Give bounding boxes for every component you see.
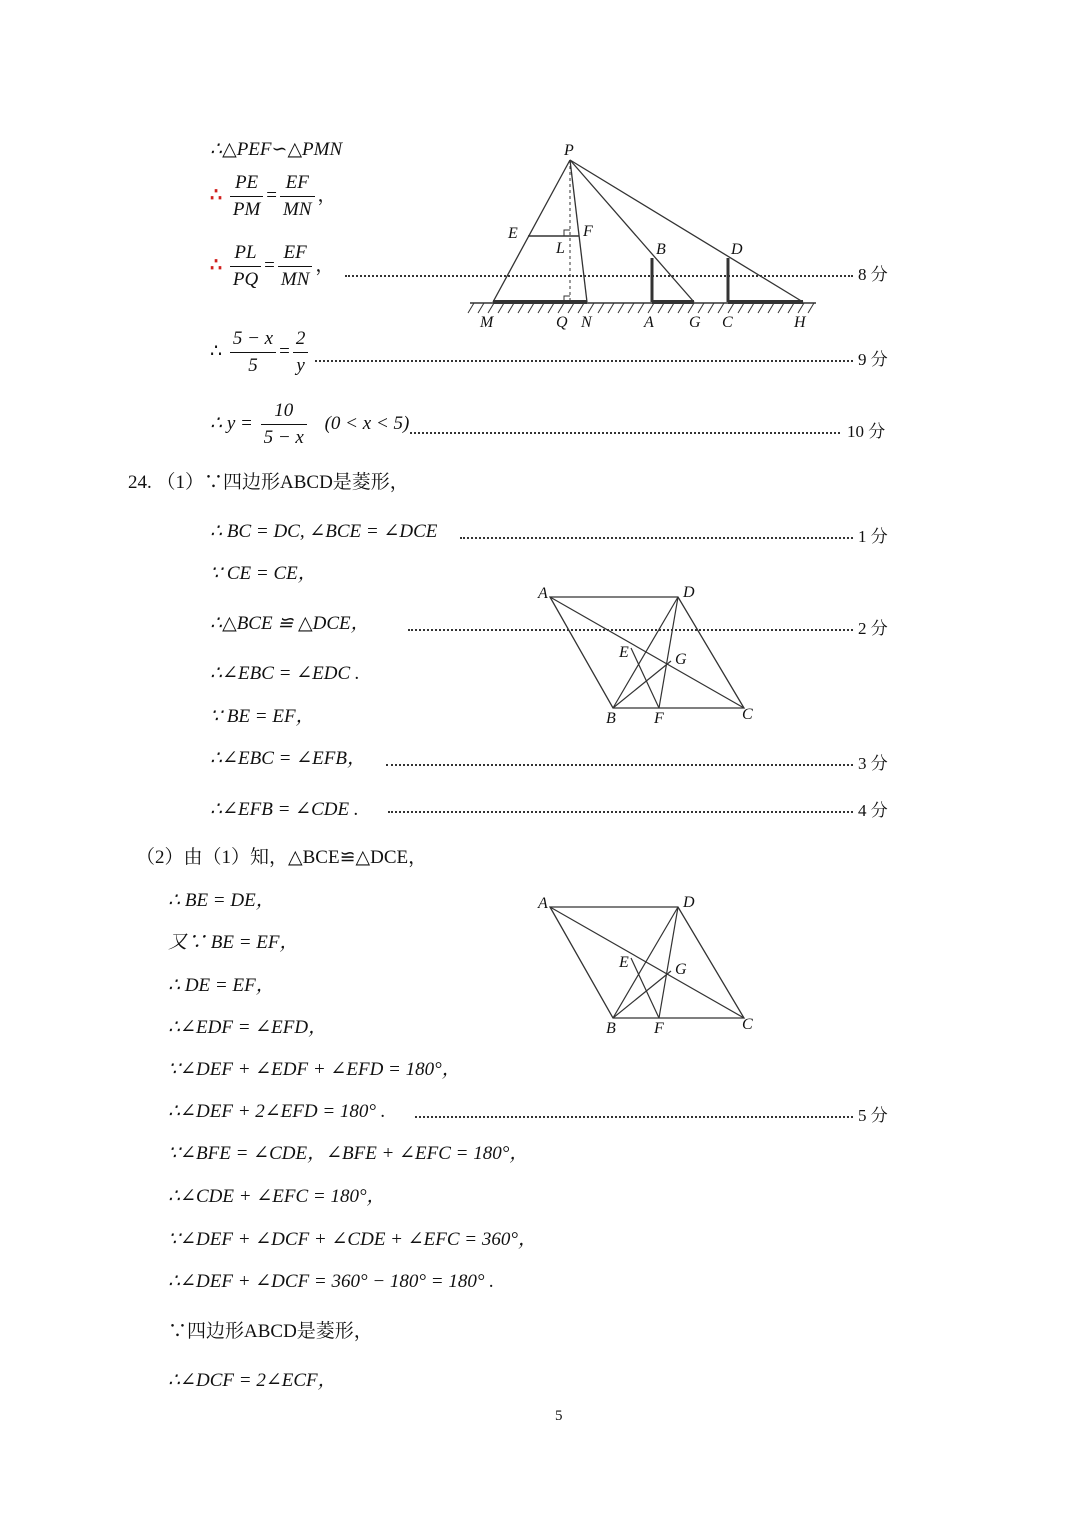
- score-1: 1 分: [858, 527, 888, 546]
- label-q: Q: [556, 314, 568, 331]
- fraction-2-over-y: $\frac{2}{y}$: [293, 328, 309, 377]
- label-d: D: [683, 584, 695, 601]
- score-leader-dots: [410, 432, 840, 434]
- label-b: B: [606, 1020, 616, 1037]
- ground-hatching: [468, 303, 814, 313]
- p2-line-5: ∵∠DEF + ∠EDF + ∠EFD = 180°，: [168, 1059, 461, 1080]
- proof-line-similar-triangles: ∴△PEF∽△PMN: [210, 139, 343, 160]
- p2-line-7: ∵∠BFE = ∠CDE，∠BFE + ∠EFC = 180°，: [168, 1143, 529, 1164]
- score-leader-dots: [315, 360, 853, 362]
- score-leader-dots: [460, 537, 853, 539]
- p2-line-2: 又∵ BE = EF，: [168, 932, 299, 953]
- fraction-5-minus-x-over-5: $\frac{5 - x}{5}$: [230, 328, 276, 377]
- label-f: F: [654, 710, 664, 727]
- label-c: C: [722, 314, 733, 331]
- label-p: P: [564, 142, 574, 159]
- score-leader-dots: [415, 1116, 853, 1118]
- score-5: 5 分: [858, 1106, 888, 1125]
- score-9: 9 分: [858, 350, 888, 369]
- label-l: L: [556, 240, 565, 257]
- label-b: B: [656, 241, 666, 258]
- label-g: G: [675, 961, 687, 978]
- p2-line-8: ∴∠CDE + ∠EFC = 180°，: [168, 1186, 386, 1207]
- label-e: E: [619, 644, 629, 661]
- segment-pm: [493, 160, 570, 302]
- p2-line-10: ∴∠DEF + ∠DCF = 360° − 180° = 180° .: [168, 1271, 494, 1292]
- p1-line-7: ∴∠EFB = ∠CDE .: [210, 799, 359, 820]
- proof-line-ratio-pl-pq: ∴ $\frac{PL}{PQ}$ = $\frac{EF}{MN}$ ，: [210, 242, 335, 290]
- p2-line-1: ∴ BE = DE，: [168, 890, 275, 911]
- score-10: 10 分: [847, 422, 886, 441]
- fraction-ef-mn-2: $\frac{EF}{MN}$: [278, 242, 313, 291]
- proof-line-ratio-pe-pm: ∴ $\frac{PE}{PM}$ = $\frac{EF}{MN}$ ，: [210, 172, 337, 220]
- figure-shadow-geometry: [460, 135, 830, 335]
- segment-bg: [613, 971, 671, 1018]
- p1-line-1: ∴ BC = DC, ∠BCE = ∠DCE: [210, 521, 438, 542]
- segment-bg: [613, 661, 671, 708]
- label-a: A: [644, 314, 654, 331]
- fraction-pl-pq: $\frac{PL}{PQ}$: [230, 242, 261, 291]
- fraction-pe-pm: $\frac{PE}{PM}$: [230, 172, 263, 221]
- p1-line-3: ∴△BCE ≌ △DCE，: [210, 613, 370, 634]
- score-2: 2 分: [858, 619, 888, 638]
- score-4: 4 分: [858, 801, 888, 820]
- label-f: F: [583, 223, 593, 240]
- score-8: 8 分: [858, 265, 888, 284]
- p2-line-9: ∵∠DEF + ∠DCF + ∠CDE + ∠EFC = 360°，: [168, 1229, 537, 1250]
- label-m: M: [480, 314, 494, 331]
- diagonal-ac: [550, 907, 744, 1018]
- score-leader-dots: [388, 811, 853, 813]
- figure-rhombus-1: [530, 580, 770, 730]
- label-c: C: [742, 1016, 753, 1033]
- p1-line-6: ∴∠EBC = ∠EFB，: [210, 748, 366, 769]
- diagonal-ac: [550, 597, 744, 708]
- label-d: D: [683, 894, 695, 911]
- p2-line-6: ∴∠DEF + 2∠EFD = 180° .: [168, 1101, 386, 1122]
- label-g: G: [675, 651, 687, 668]
- segment-ph: [570, 160, 803, 302]
- label-e: E: [508, 225, 518, 242]
- label-n: N: [581, 314, 592, 331]
- proof-line-substitute: ∴ $\frac{5 - x}{5}$ = $\frac{2}{y}$: [210, 328, 1080, 377]
- problem-24-heading: 24. （1）∵四边形ABCD是菱形，: [128, 472, 409, 493]
- p2-line-4: ∴∠EDF = ∠EFD，: [168, 1017, 328, 1038]
- label-e: E: [619, 954, 629, 971]
- p1-line-5: ∵ BE = EF，: [210, 706, 315, 727]
- p2-line-12: ∴∠DCF = 2∠ECF，: [168, 1370, 337, 1391]
- score-3: 3 分: [858, 754, 888, 773]
- label-a: A: [538, 895, 548, 912]
- label-b: B: [606, 710, 616, 727]
- p1-line-2: ∵ CE = CE，: [210, 563, 317, 584]
- score-leader-dots: [386, 764, 853, 766]
- label-f: F: [654, 1020, 664, 1037]
- label-a: A: [538, 585, 548, 602]
- right-angle-l: [564, 230, 570, 236]
- page-number: 5: [555, 1408, 563, 1424]
- p2-line-11: ∵四边形ABCD是菱形，: [168, 1321, 373, 1342]
- label-g: G: [689, 314, 701, 331]
- label-h: H: [794, 314, 806, 331]
- p2-heading: （2）由（1）知，△BCE≌△DCE，: [136, 847, 428, 868]
- proof-line-result-y: ∴ y = $\frac{10}{5 - x}$ (0 < x < 5): [210, 400, 410, 448]
- fraction-10-over-5-minus-x: $\frac{10}{5 - x}$: [261, 400, 307, 449]
- fraction-ef-mn: $\frac{EF}{MN}$: [280, 172, 315, 221]
- p2-line-3: ∴ DE = EF，: [168, 975, 275, 996]
- label-d: D: [731, 241, 743, 258]
- p1-line-4: ∴∠EBC = ∠EDC .: [210, 663, 360, 684]
- label-c: C: [742, 706, 753, 723]
- figure-rhombus-2: [530, 890, 770, 1040]
